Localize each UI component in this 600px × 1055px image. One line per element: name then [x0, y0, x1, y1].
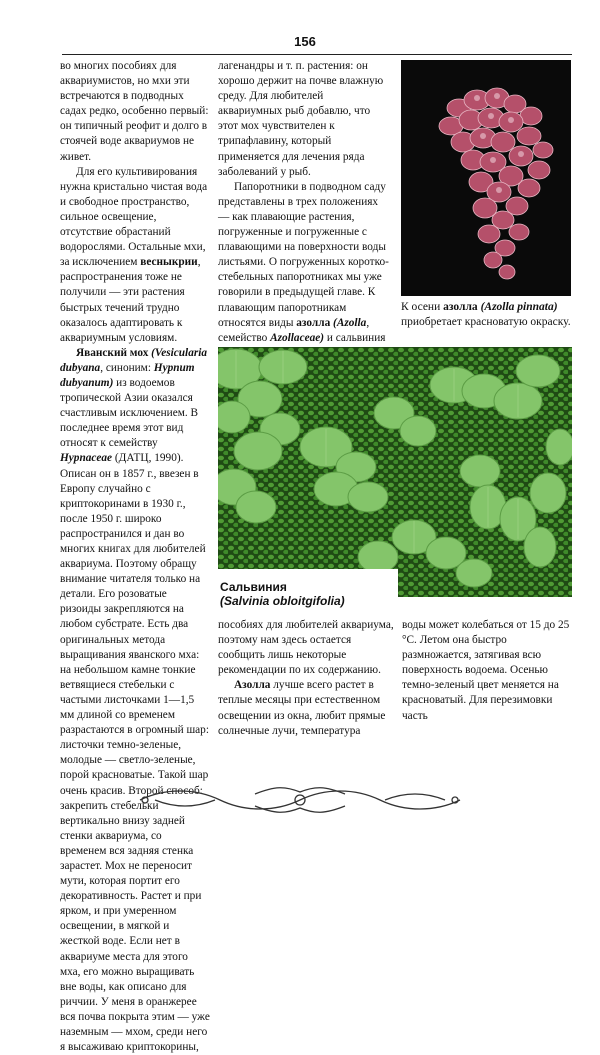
text-column-3	[218, 618, 394, 739]
salvinia-illustration	[218, 347, 572, 597]
paragraph: Для его культивирования нужна кристально чистая вода и свободное пространство, сильное освещение, отсутствие обрастаний водорослями. Остальные мхи, за исключением весныкрии, распространения тоже не получили — эти растения быстрых течений трудно оказалось адаптировать к аквариумным условиям.	[60, 165, 208, 344]
salvinia-caption-name: Сальвиния	[220, 580, 287, 594]
paragraph: лагенандры и т. п. растения: он хорошо держит на почве влажную среду. Для любителей аквариумных рыб добавлю, что этот мох чувствителен к трипафлавину, который применяется для лечения ряда заболеваний у рыб.	[218, 60, 384, 178]
salvinia-caption-latin: (Salvinia obloitgifolia)	[220, 594, 345, 608]
term-javanese-moss: Яванский мох	[76, 346, 149, 359]
text-column-4	[402, 618, 572, 724]
azolla-illustration	[401, 60, 571, 296]
term-azolla: Азолла	[234, 679, 271, 692]
header-rule	[62, 54, 572, 55]
paragraph: во многих пособиях для аквариумистов, но мхи эти встречаются в подводных садах редко, особенно первый: он типичный реофит и долго в стоячей воде аквариумов не живет.	[60, 60, 209, 163]
paragraph: воды может колебаться от 15 до 25 °С. Летом она быстро размножается, затягивая всю поверхность водоема. Осенью темно-зеленый цвет меняется на красноватый. Для перезимовки часть	[402, 619, 570, 722]
salvinia-caption	[220, 580, 390, 608]
decorative-ornament	[135, 784, 465, 816]
paragraph: пособиях для любителей аквариума, поэтому нам здесь остается сообщить лишь некоторые рекомендации по их содержанию.	[218, 619, 394, 677]
text-column-1	[60, 59, 210, 1055]
paragraph-azolla: Азолла лучше всего растет в теплые месяцы при естественном освещении из окна, любит прямые солнечные лучи, температура	[218, 679, 386, 737]
salvinia-photo	[218, 347, 572, 597]
paragraph-javanese-moss: Яванский мох (Vesicularia dubyana, синоним: Hypnum dubyanum) из водоемов тропической Азии оказался счастливым исключением. В последнее время этот вид относят к семейству Hypnaceae (ДАТЦ, 1990). Описан он в 1857 г., ввезен в Европу случайно с криптокоринами в 1930 г., после 1950 г. широко распространился и дан во многих книгах для любителей аквариума. Поэтому обращу внимание читателя только на детали. Его розоватые ризоиды закрепляются на любом субстрате. Есть два оригинальных метода выращивания яванского мха: на небольшом камне тонкие ветвящиеся стебельки с частыми листочками 1—1,5 мм длиной со временем разрастаются в огромный шар: листочки темно-зеленые, молодые — светло-зеленые, порой красноватые. Такой шар очень красив. Второй способ: закрепить стебельки вертикально внизу задней стенки аквариума, со временем вся задняя стенка зарастет. Мох не переносит мути, которая портит его декоративность. Растет и при ярком, и при умеренном освещении, в мягкой и жесткой воде. Если нет в аквариуме места для этого мха, его можно выращивать вне воды, как описано для риччии. У меня в оранжерее вся почва покрыта этим — уже наземным — мхом, среди него я высаживаю криптокорины,	[60, 346, 210, 1054]
azolla-photo	[401, 60, 571, 296]
paragraph-ferns: Папоротники в подводном саду представлены в трех положениях — как плавающие растения, погруженные и погруженные с плавающими на поверхности воды листьями. О погруженных коротко-стебельных папоротниках мы уже говорили в предыдущей главе. К плавающим папоротникам относятся виды азолла (Azolla, семейство Azollaceae) и сальвиния	[218, 180, 389, 344]
page-number: 156	[294, 34, 316, 49]
azolla-caption: К осени азолла (Azolla pinnata) приобретает красноватую окраску.	[401, 301, 571, 328]
